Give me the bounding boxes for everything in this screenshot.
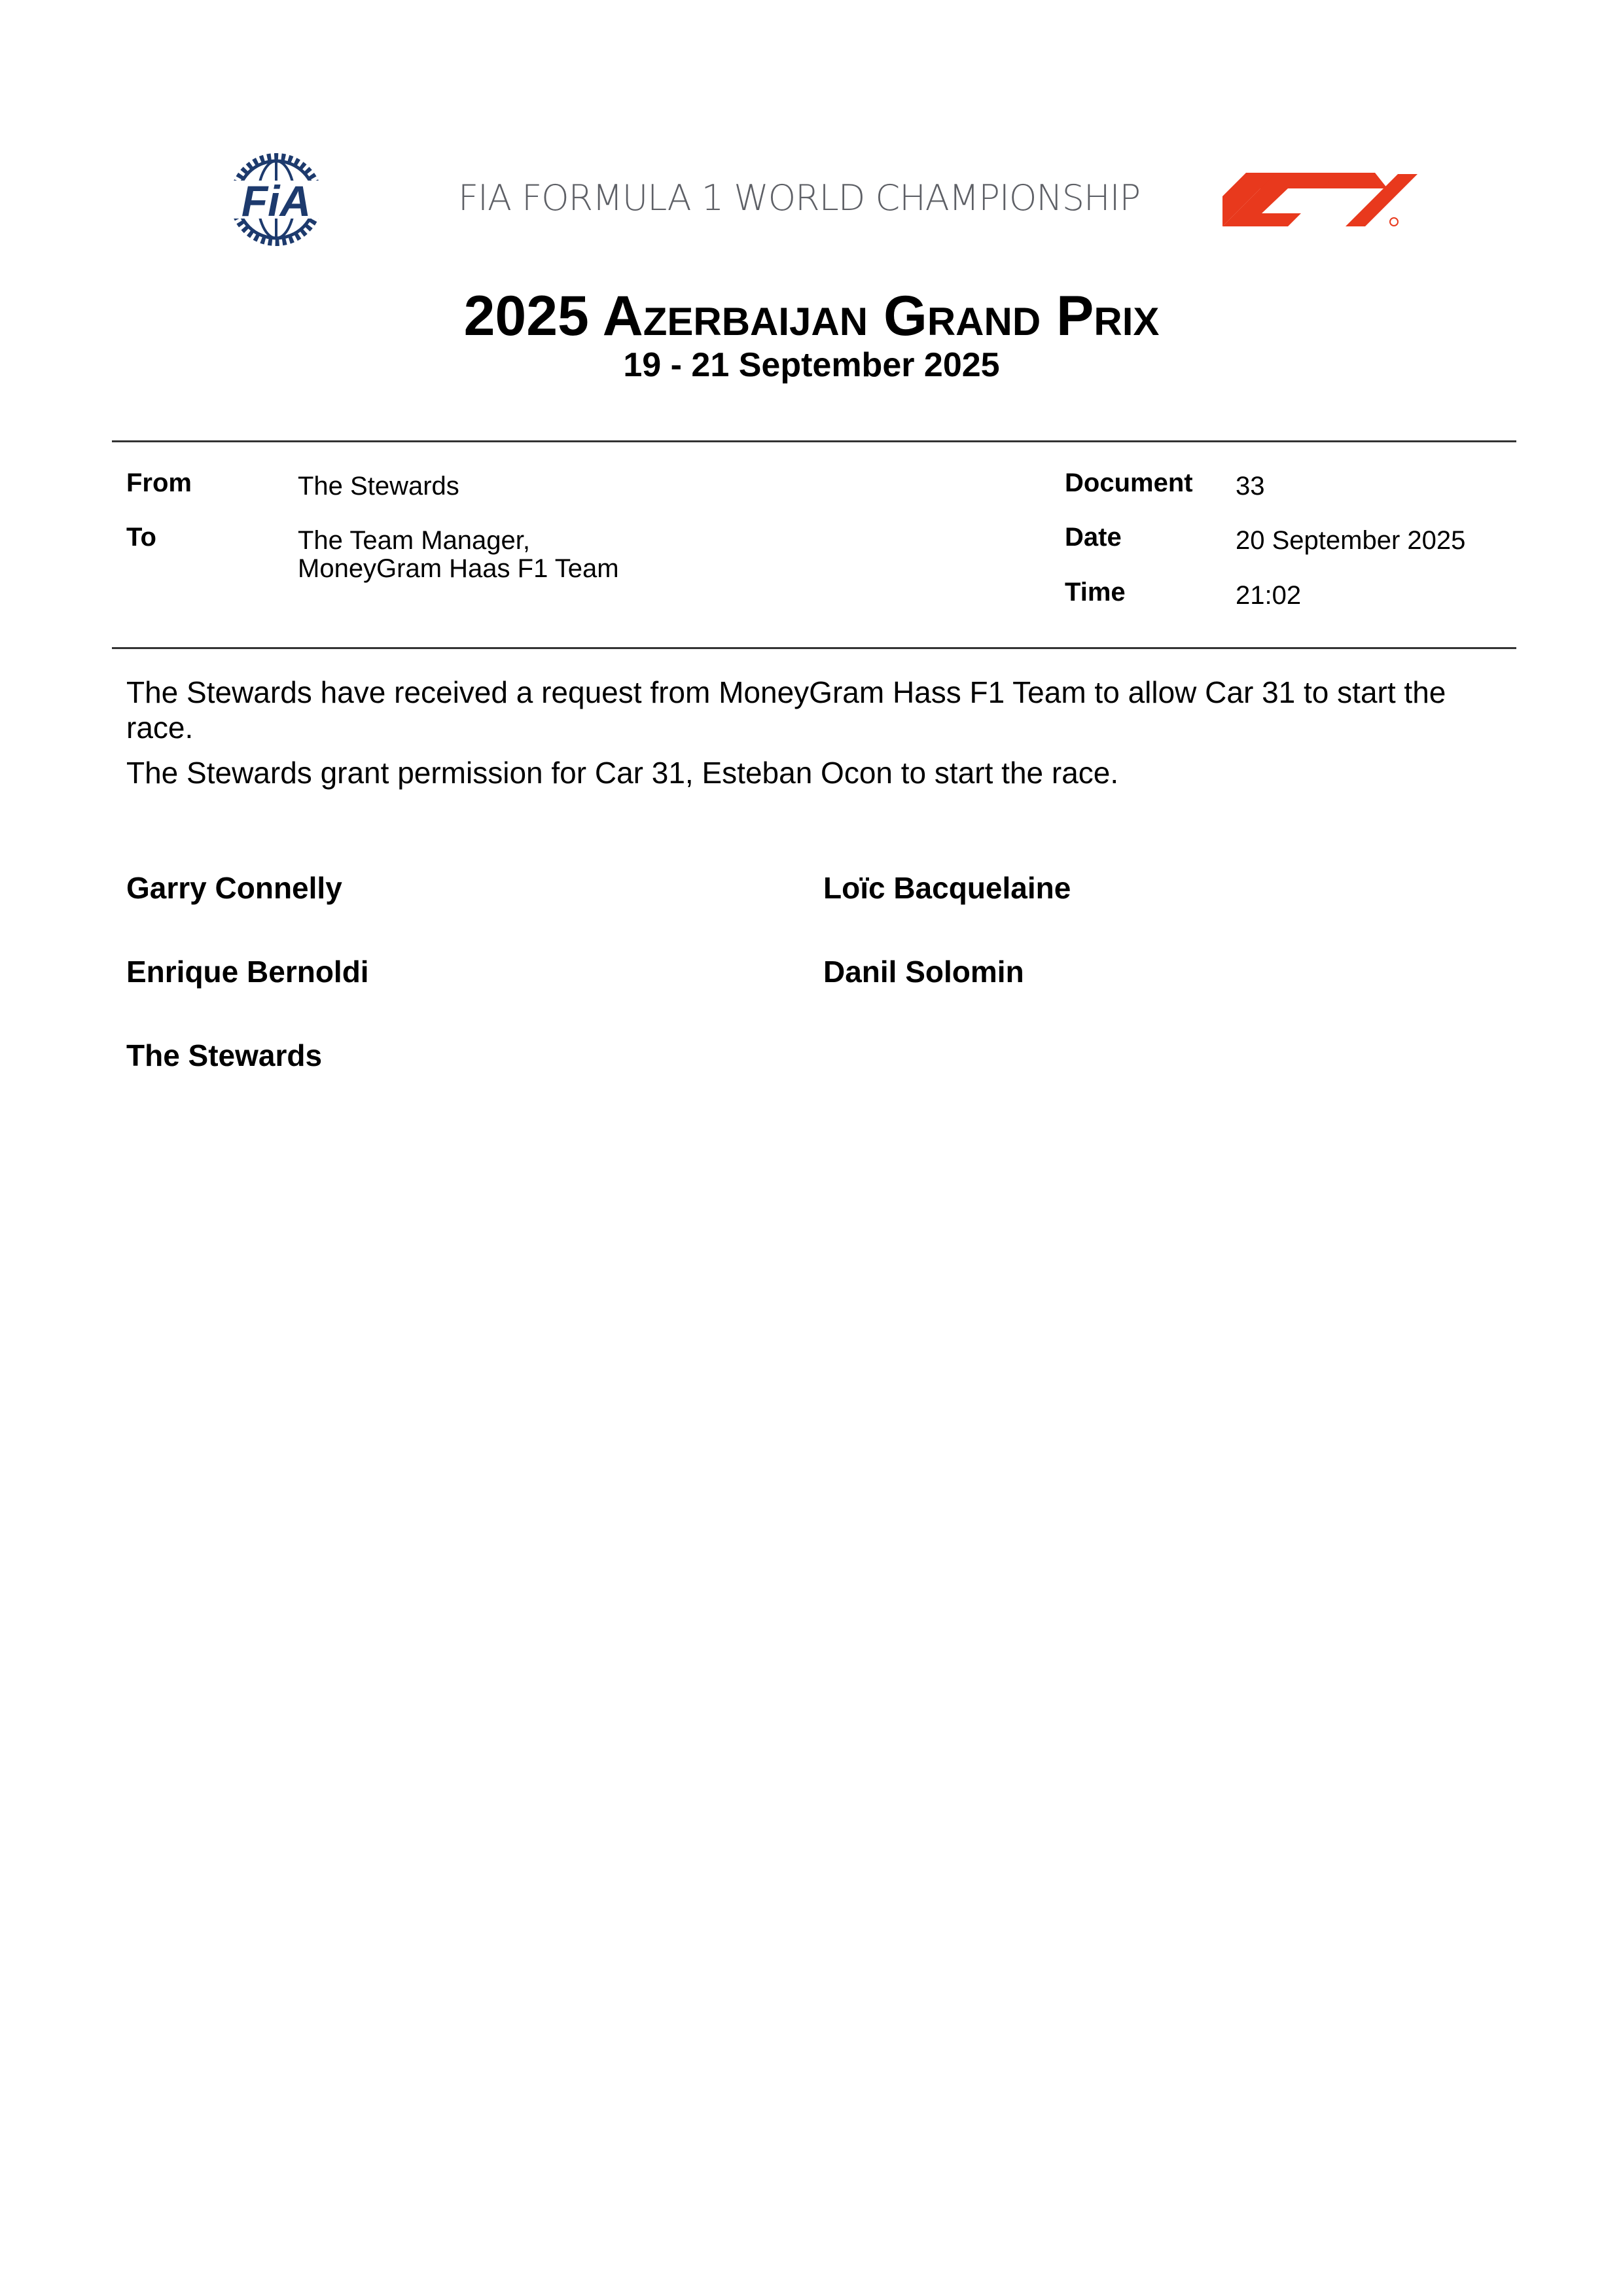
steward-name: Danil Solomin	[823, 955, 1024, 989]
document-value: 33	[1236, 472, 1265, 501]
steward-name: Garry Connelly	[126, 871, 342, 905]
steward-name: Enrique Bernoldi	[126, 955, 369, 989]
decision-paragraph-2: The Stewards grant permission for Car 31, Esteban Ocon to start the race.	[126, 756, 1119, 790]
to-value-line2: MoneyGram Haas F1 Team	[298, 554, 619, 583]
to-value-line1: The Team Manager,	[298, 526, 531, 555]
header-divider	[112, 440, 1516, 442]
time-value: 21:02	[1236, 581, 1302, 610]
event-title: 2025 Azerbaijan Grand Prix	[463, 285, 1160, 347]
fia-logo-text: FiA	[241, 177, 312, 225]
decision-paragraph-1: The Stewards have received a request from MoneyGram Hass F1 Team to allow Car 31 to start the race.	[126, 675, 1446, 745]
date-value: 20 September 2025	[1236, 526, 1466, 555]
championship-title: FIA FORMULA 1 WORLD CHAMPIONSHIP	[458, 177, 1141, 219]
document-label: Document	[1065, 468, 1193, 497]
fia-logo	[208, 152, 344, 247]
date-label: Date	[1065, 523, 1122, 552]
f1-logo	[1222, 173, 1419, 226]
meta-divider	[112, 647, 1516, 649]
event-dates: 19 - 21 September 2025	[623, 346, 1000, 384]
to-label: To	[126, 523, 156, 552]
stewards-signoff: The Stewards	[126, 1038, 323, 1072]
from-label: From	[126, 468, 192, 497]
time-label: Time	[1065, 578, 1126, 607]
from-value: The Stewards	[298, 472, 459, 501]
steward-name: Loïc Bacquelaine	[823, 871, 1071, 905]
